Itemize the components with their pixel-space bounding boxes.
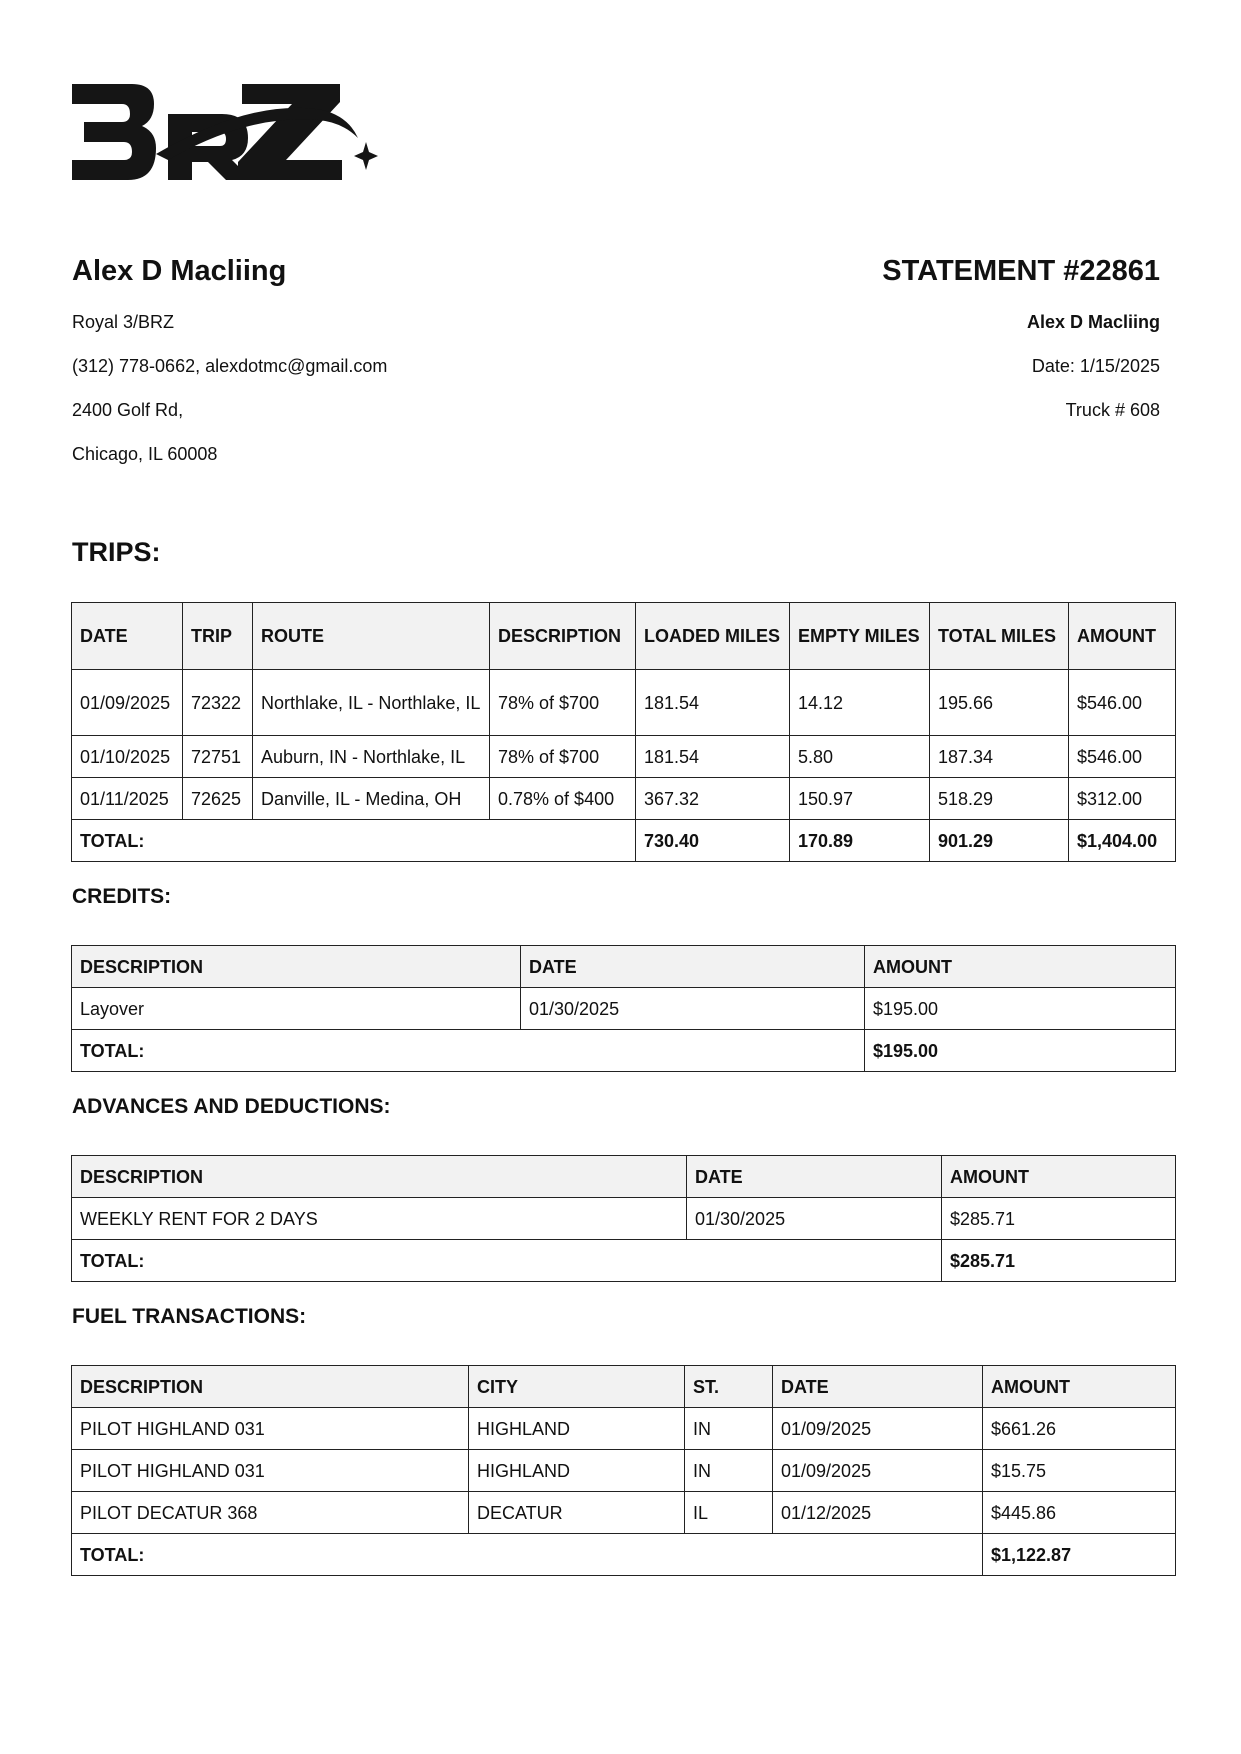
col-header: DESCRIPTION [72, 1366, 469, 1408]
cell: IN [685, 1450, 773, 1492]
credits-title: CREDITS: [72, 885, 172, 908]
cell: 195.66 [930, 670, 1069, 736]
cell: $661.26 [983, 1408, 1176, 1450]
sender-company: Royal 3/BRZ [72, 312, 175, 332]
cell: 72751 [183, 736, 253, 778]
advances-title: ADVANCES AND DEDUCTIONS: [72, 1095, 391, 1118]
fuel-table [71, 1365, 1176, 1576]
cell: PILOT HIGHLAND 031 [72, 1450, 469, 1492]
credits-header-row [72, 946, 1176, 988]
col-header: ROUTE [253, 603, 490, 670]
trips-total-row [72, 820, 1176, 862]
cell: 187.34 [930, 736, 1069, 778]
statement-truck: Truck # 608 [1065, 400, 1160, 420]
total-label: TOTAL: [72, 1030, 865, 1072]
table-row [72, 670, 1176, 736]
sender-address-line2: Chicago, IL 60008 [72, 444, 218, 464]
cell: Danville, IL - Medina, OH [253, 778, 490, 820]
total-amount: $195.00 [865, 1030, 1176, 1072]
col-header: DATE [521, 946, 865, 988]
table-row [72, 1450, 1176, 1492]
col-header: TOTAL MILES [930, 603, 1069, 670]
cell: 5.80 [790, 736, 930, 778]
cell: $15.75 [983, 1450, 1176, 1492]
sender-address-line1: 2400 Golf Rd, [72, 400, 184, 420]
sender-block [72, 254, 388, 464]
col-header: EMPTY MILES [790, 603, 930, 670]
cell: HIGHLAND [469, 1408, 685, 1450]
cell: 01/12/2025 [773, 1492, 983, 1534]
statement-date: Date: 1/15/2025 [1031, 356, 1160, 376]
col-header: DATE [687, 1156, 942, 1198]
statement-title: STATEMENT #22861 [882, 255, 1160, 287]
cell: DECATUR [469, 1492, 685, 1534]
cell: IL [685, 1492, 773, 1534]
cell: $546.00 [1069, 736, 1176, 778]
total-label: TOTAL: [72, 1240, 942, 1282]
cell: 01/09/2025 [773, 1450, 983, 1492]
cell: HIGHLAND [469, 1450, 685, 1492]
cell: WEEKLY RENT FOR 2 DAYS [72, 1198, 687, 1240]
col-header: DESCRIPTION [72, 946, 521, 988]
total-loaded-miles: 730.40 [636, 820, 790, 862]
col-header: AMOUNT [1069, 603, 1176, 670]
table-row [72, 1408, 1176, 1450]
advances-total-row [72, 1240, 1176, 1282]
fuel-header-row [72, 1366, 1176, 1408]
total-amount: $285.71 [942, 1240, 1176, 1282]
cell: 01/11/2025 [72, 778, 183, 820]
total-amount: $1,404.00 [1069, 820, 1176, 862]
cell: $195.00 [865, 988, 1176, 1030]
cell: 78% of $700 [490, 736, 636, 778]
col-header: LOADED MILES [636, 603, 790, 670]
sender-name: Alex D Macliing [72, 255, 287, 287]
brz-logo [72, 76, 382, 192]
cell: 0.78% of $400 [490, 778, 636, 820]
statement-recipient: Alex D Macliing [1026, 312, 1160, 332]
col-header: DATE [72, 603, 183, 670]
cell: 01/09/2025 [72, 670, 183, 736]
col-header: DATE [773, 1366, 983, 1408]
fuel-title: FUEL TRANSACTIONS: [72, 1305, 307, 1328]
total-label: TOTAL: [72, 820, 636, 862]
total-label: TOTAL: [72, 1534, 983, 1576]
credits-table [71, 945, 1176, 1072]
cell: Northlake, IL - Northlake, IL [253, 670, 490, 736]
table-row [72, 988, 1176, 1030]
col-header: DESCRIPTION [72, 1156, 687, 1198]
cell: 01/09/2025 [773, 1408, 983, 1450]
cell: PILOT DECATUR 368 [72, 1492, 469, 1534]
fuel-total-row [72, 1534, 1176, 1576]
cell: 01/30/2025 [521, 988, 865, 1030]
table-row [72, 736, 1176, 778]
cell: 518.29 [930, 778, 1069, 820]
cell: PILOT HIGHLAND 031 [72, 1408, 469, 1450]
cell: $546.00 [1069, 670, 1176, 736]
advances-header-row [72, 1156, 1176, 1198]
col-header: AMOUNT [983, 1366, 1176, 1408]
credits-total-row [72, 1030, 1176, 1072]
table-row [72, 778, 1176, 820]
cell: 72625 [183, 778, 253, 820]
cell: 78% of $700 [490, 670, 636, 736]
cell: 181.54 [636, 736, 790, 778]
cell: 367.32 [636, 778, 790, 820]
cell: $312.00 [1069, 778, 1176, 820]
cell: IN [685, 1408, 773, 1450]
cell: 181.54 [636, 670, 790, 736]
cell: $285.71 [942, 1198, 1176, 1240]
cell: 14.12 [790, 670, 930, 736]
trips-title: TRIPS: [72, 537, 161, 567]
cell: $445.86 [983, 1492, 1176, 1534]
cell: Auburn, IN - Northlake, IL [253, 736, 490, 778]
cell: Layover [72, 988, 521, 1030]
statement-block [882, 254, 1160, 420]
cell: 01/10/2025 [72, 736, 183, 778]
col-header: AMOUNT [942, 1156, 1176, 1198]
table-row [72, 1198, 1176, 1240]
col-header: DESCRIPTION [490, 603, 636, 670]
cell: 01/30/2025 [687, 1198, 942, 1240]
trips-table [71, 602, 1176, 862]
table-row [72, 1492, 1176, 1534]
col-header: TRIP [183, 603, 253, 670]
col-header: CITY [469, 1366, 685, 1408]
total-empty-miles: 170.89 [790, 820, 930, 862]
cell: 72322 [183, 670, 253, 736]
col-header: ST. [685, 1366, 773, 1408]
trips-header-row [72, 603, 1176, 670]
sender-contact: (312) 778-0662, alexdotmc@gmail.com [72, 356, 388, 376]
col-header: AMOUNT [865, 946, 1176, 988]
advances-table [71, 1155, 1176, 1282]
cell: 150.97 [790, 778, 930, 820]
total-amount: $1,122.87 [983, 1534, 1176, 1576]
total-miles: 901.29 [930, 820, 1069, 862]
